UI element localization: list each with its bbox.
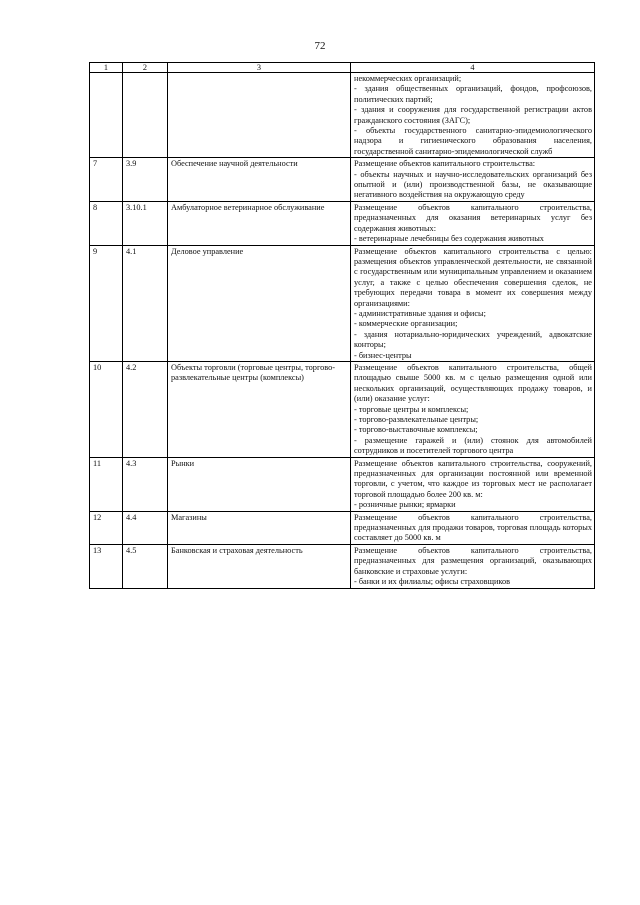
row-name-cell <box>168 73 351 158</box>
row-name-cell: Деловое управление <box>168 245 351 361</box>
row-name-cell: Объекты торговли (торговые центры, торгово-развлекательные центры (комплексы) <box>168 361 351 457</box>
row-code-cell: 4.4 <box>123 511 168 544</box>
description-line: - объекты научных и научно-исследовательских организаций без опытной и (или) производственной базы, не оказывающие негативного воздействия на окружающую среду <box>354 169 592 200</box>
table-row <box>90 245 595 361</box>
header-col-2: 2 <box>123 63 168 73</box>
row-description-cell <box>351 511 595 544</box>
row-code-cell: 4.2 <box>123 361 168 457</box>
row-number-cell <box>90 73 123 158</box>
row-code-cell: 3.9 <box>123 158 168 202</box>
description-line: - здания и сооружения для государственной регистрации актов гражданского состояния (ЗАГС); <box>354 105 592 125</box>
description-line: Размещение объектов капитального строительства, общей площадью свыше 5000 кв. м с целью размещения одной или нескольких организаций, осуществляющих продажу товаров, и (или) оказание услуг: <box>354 362 592 404</box>
description-line: - размещение гаражей и (или) стоянок для автомобилей сотрудников и посетителей торгового центра <box>354 435 592 456</box>
header-col-4: 4 <box>351 63 595 73</box>
row-number-cell: 7 <box>90 158 123 202</box>
row-code-cell: 4.3 <box>123 457 168 511</box>
table-row <box>90 457 595 511</box>
row-name-cell: Банковская и страховая деятельность <box>168 544 351 588</box>
table-header-row <box>90 63 595 73</box>
row-number-cell: 12 <box>90 511 123 544</box>
row-code-cell: 4.5 <box>123 544 168 588</box>
row-name-cell: Амбулаторное ветеринарное обслуживание <box>168 201 351 245</box>
row-description-cell <box>351 245 595 361</box>
description-line: некоммерческих организаций; <box>354 74 462 83</box>
row-name-cell: Магазины <box>168 511 351 544</box>
description-line: - розничные рынки; ярмарки <box>354 500 456 510</box>
description-line: - банки и их филиалы; офисы страховщиков <box>354 577 511 587</box>
table-row <box>90 201 595 245</box>
row-number-cell: 10 <box>90 361 123 457</box>
description-line: Размещение объектов капитального строительства с целью: размещения объектов управленческой деятельности, не связанной с государственным или муниципальным управлением и оказанием услуг, а также с целью обеспечения совершения сделок, не требующих передачи товара в момент их совершения между организациями: <box>354 246 592 308</box>
table-row <box>90 158 595 202</box>
table-row <box>90 511 595 544</box>
description-line: - ветеринарные лечебницы без содержания животных <box>354 234 544 244</box>
row-description-cell <box>351 158 595 202</box>
row-description-cell <box>351 201 595 245</box>
description-line: Размещение объектов капитального строительства, предназначенных для продажи товаров, торговая площадь которых составляет до 5000 кв. м <box>354 512 592 543</box>
description-line: - здания общественных организаций, фондов, профсоюзов, политических партий; <box>354 84 592 104</box>
table-row <box>90 73 595 158</box>
description-line: - административные здания и офисы; <box>354 308 486 318</box>
header-col-3: 3 <box>168 63 351 73</box>
row-name-cell: Рынки <box>168 457 351 511</box>
row-description-cell <box>351 73 595 158</box>
description-line: Размещение объектов капитального строительства, предназначенных для размещения организаций, оказывающих банковские и страховые услуги: <box>354 545 592 576</box>
description-line: Размещение объектов капитального строительства, сооружений, предназначенных для организации постоянной или временной торговли, с учетом, что каждое из торговых мест не располагает торговой площадью более 200 кв. м: <box>354 458 592 499</box>
row-number-cell: 9 <box>90 245 123 361</box>
page-number: 72 <box>314 40 326 52</box>
description-line: - торгово-выставочные комплексы; <box>354 425 478 435</box>
description-line: - бизнес-центры <box>354 350 412 360</box>
description-line: Размещение объектов капитального строительства, предназначенных для оказания ветеринарных услуг без содержания животных: <box>354 202 592 233</box>
table-row <box>90 361 595 457</box>
table-row <box>90 544 595 588</box>
row-description-cell <box>351 457 595 511</box>
row-number-cell: 8 <box>90 201 123 245</box>
row-number-cell: 13 <box>90 544 123 588</box>
description-line: - торгово-развлекательные центры; <box>354 415 479 424</box>
row-code-cell: 4.1 <box>123 245 168 361</box>
row-number-cell: 11 <box>90 457 123 511</box>
row-code-cell: 3.10.1 <box>123 201 168 245</box>
description-line: - торговые центры и комплексы; <box>354 404 469 414</box>
row-name-cell: Обеспечение научной деятельности <box>168 158 351 202</box>
row-code-cell <box>123 73 168 158</box>
row-description-cell <box>351 544 595 588</box>
description-line: - коммерческие организации; <box>354 319 458 329</box>
row-description-cell <box>351 361 595 457</box>
description-line: Размещение объектов капитального строительства: <box>354 159 536 169</box>
description-line: - здания нотариально-юридических учреждений, адвокатские конторы; <box>354 329 592 350</box>
zoning-table <box>89 62 595 589</box>
description-line: - объекты государственного санитарно-эпидемиологического надзора и гигиенического образования населения, государственной санитарно-эпидемиологической служб <box>354 126 592 156</box>
header-col-1: 1 <box>90 63 123 73</box>
